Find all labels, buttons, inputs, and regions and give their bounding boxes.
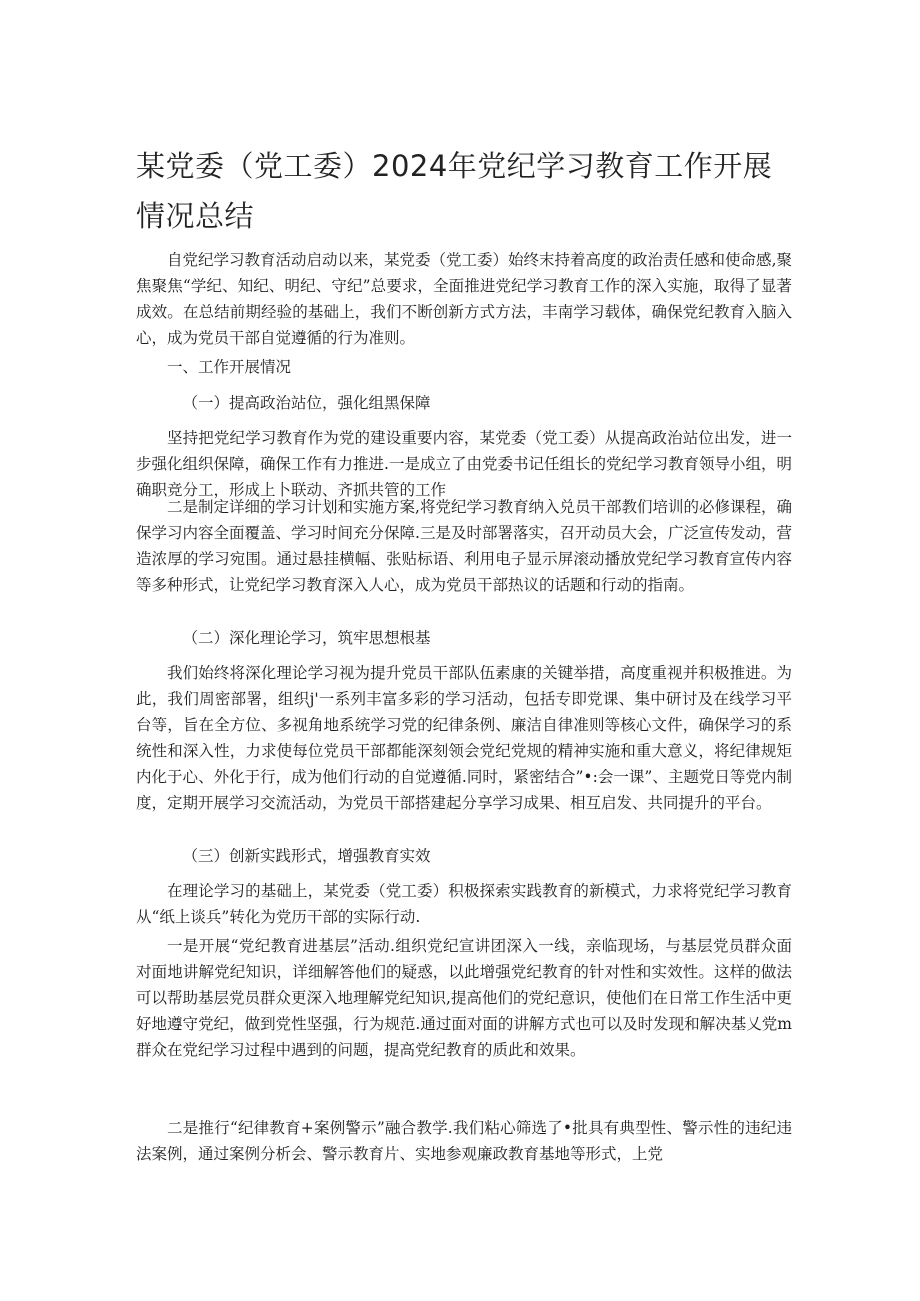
- subsection-1-paragraph-2: 二是制定详细的学习计划和实施方案,将党纪学习教育纳入兑员干部教们培训的必修课程，确保学习内容全面覆盖、学习时间充分保障.三是及时部署落实，召开动员大会，广泛宣传发动，营造浓厚的学习宛围。通过悬挂横幅、张贴标语、利用电子显示屏滚动播放党纪学习教育宣传内容等多种形式，让党纪学习教育深入人心，成为党员干部热议的话题和行动的指南。: [136, 498, 792, 594]
- subsection-1-paragraph-1: 坚持把党纪学习教育作为党的建设重要内容，某党委（党工委）从提高政治站位出发，进一步强化组织保障，确保工作有力推进.一是成立了由党委书记任组长的党纪学习教育领导小组，明确职竞分工，形成上卜联动、齐抓共管的工作: [136, 429, 792, 499]
- section-heading-1: 一、工作开展情况: [167, 358, 292, 376]
- subsection-3-paragraph-3: 二是推行“纪律教育+案例警示”融合教学.我们粘心筛选了•批具有典型性、警示性的违纪违法案例，通过案例分析会、警示教育片、实地参观廉政教育基地等形式，上党: [136, 1119, 792, 1163]
- subsection-2-paragraph-1: 我们始终将深化理论学习视为提升党员干部队伍素康的关键举措，高度重视并积极推进。为此，我们周密部署，组织j'一系列丰富多彩的学习活动，包括专即党课、集中研讨及在线学习平台等，旨在全方位、多视角地系统学习党的纪律条例、廉洁自律准则等核心文件，确保学习的系统性和深入性，力求使每位党员干部都能深刻领会党纪党规的精神实施和重大意义，将纪律规矩内化于心、外化于行，成为他们行动的自觉遵循.同时，紧密结合”•:会一课”、主题党日等党内制度，定期开展学习交流活动，为党员干部搭建起分享学习成果、相互启发、共同提升的平台。: [136, 664, 792, 812]
- subsection-3-paragraph-2: 一是开展“党纪教育进基层”活动.组织党纪宣讲团深入一线，亲临现场，与基层党员群众面对面地讲解党纪知识，详细解答他们的疑惑，以此增强党纪教育的针对性和实效性。这样的做法可以帮助基层党员群众更深入地理解党纪知识,提高他们的党纪意识，使他们在日常工作生活中更好地遵守党纪，做到党性坚强，行为规范.通过面对面的讲解方式也可以及时发现和解决基乂党m群众在党纪学习过程中遇到的问题，提高党纪教育的质此和效果。: [136, 937, 792, 1059]
- document-title: 某党委（党工委）2024年党纪学习教育工作开展情况总结: [136, 149, 773, 233]
- subsection-heading-2: （二）深化理论学习，筑牢思想根基: [182, 629, 431, 647]
- intro-paragraph: 自党纪学习教育活动启动以来，某党委（党工委）始终末持着高度的政治责任感和使命感,聚焦聚焦“学纪、知纪、明纪、守纪”总要求，全面推进党纪学习教育工作的深入实施，取得了显著成效。在总结前期经验的基础上，我们不断创新方式方法，丰南学习载体，确保党纪教育入脑入心，成为党员干部自觉遵循的行为准则。: [136, 251, 792, 347]
- subsection-heading-3: （三）创新实践形式，增强教育实效: [182, 847, 431, 865]
- subsection-3-paragraph-1: 在理论学习的基础上，某党委（党工委）积极探索实践教育的新模式，力求将党纪学习教育从“纸上谈兵”转化为党历干部的实际行动.: [136, 882, 792, 926]
- subsection-heading-1: （一）提高政治站位，强化组黑保障: [182, 394, 431, 412]
